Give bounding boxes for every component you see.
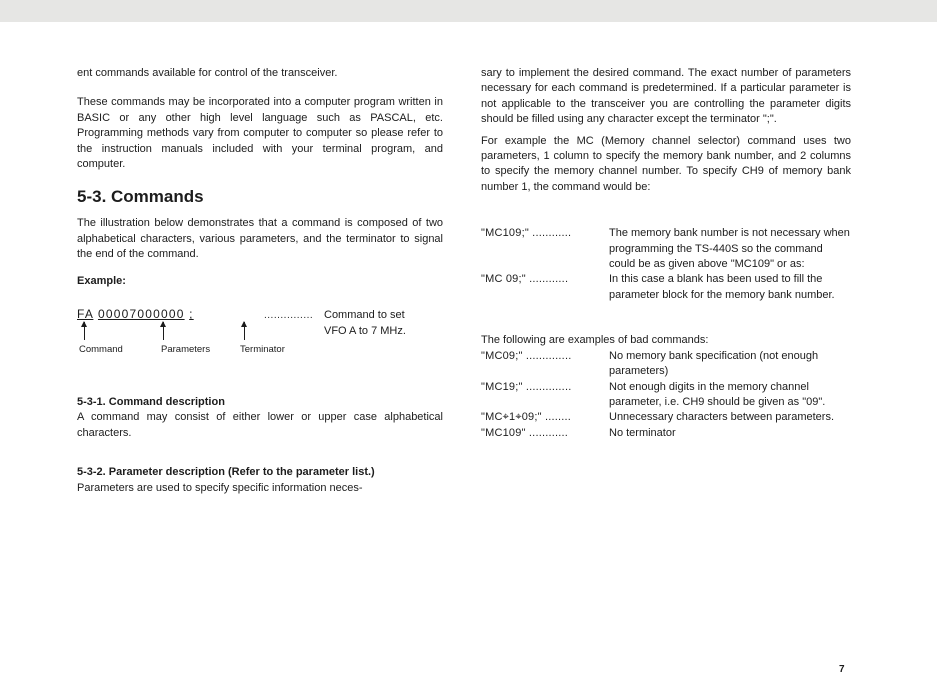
command-diagram [77, 307, 443, 379]
example-explanation: In this case a blank has been used to fill the parameter block for the memory bank number. [609, 273, 835, 301]
manual-page [0, 22, 937, 687]
bad-examples [481, 349, 851, 441]
example-label: Example: [77, 274, 126, 287]
command-description-text: A command may consist of either lower or upper case alphabetical characters. [77, 411, 443, 439]
good-examples [481, 226, 851, 303]
page-number: 7 [839, 664, 845, 675]
left-column [77, 66, 443, 496]
parameter-description-text: Parameters are used to specify specific information neces- [77, 481, 363, 494]
bad-example-row [481, 349, 851, 380]
bad-reason: Unnecessary characters between parameters. [609, 411, 834, 424]
programming-paragraph: These commands may be incorporated into a computer program written in BASIC or any other high level language such as PASCAL, etc. Programming methods vary from computer to computer so please refer to the instruction manuals included with your terminal program, and computer. [77, 96, 443, 171]
bad-reason: Not enough digits in the memory channel parameter, i.e. CH9 should be given as "09". [609, 380, 826, 408]
parameter-digits: 00007000000 [97, 307, 185, 322]
bad-command: "MC109" ............ [481, 426, 568, 439]
bad-example-row [481, 410, 851, 425]
note-line-1: Command to set [324, 309, 405, 322]
commands-intro: The illustration below demonstrates that a command is composed of two alphabetical characters, various parameters, and the terminator to signal the end of the command. [77, 217, 443, 261]
example-command: "MC109;" ............ [481, 227, 572, 240]
bad-reason: No terminator [609, 426, 676, 439]
section-title: 5-3. Commands [77, 187, 204, 207]
example-command: "MC 09;" ............ [481, 273, 569, 286]
mc-example-paragraph: For example the MC (Memory channel selector) command uses two parameters, 1 column to specify the memory bank number, and 2 columns to specify the memory channel number. To specify CH9 of memory bank number 1, the command would be: [481, 134, 851, 193]
subsection-command-description: 5-3-1. Command description [77, 396, 225, 409]
label-parameters: Parameters [161, 344, 211, 356]
example-command [77, 307, 194, 322]
bad-command: "MC09;" .............. [481, 349, 572, 362]
terminator-arrow-icon [244, 322, 245, 340]
note-line-2: VFO A to 7 MHz. [324, 325, 406, 338]
example-row [481, 272, 851, 303]
command-arrow-icon [84, 322, 85, 340]
bad-command: "MC19;" .............. [481, 380, 572, 393]
command-letters: FA [77, 307, 94, 322]
parameters-arrow-icon [163, 322, 164, 340]
intro-fragment: ent commands available for control of the transceiver. [77, 67, 338, 79]
bad-reason: No memory bank specification (not enough parameters) [609, 349, 819, 378]
parameters-continued: sary to implement the desired command. The exact number of parameters necessary for each command is predetermined. If a particular parameter is not applicable to the transceiver you are controlling the parameter digits should be filled using any character except the terminator ";". [481, 67, 851, 126]
example-note [324, 307, 406, 339]
leader-dots: ............... [264, 310, 314, 322]
example-row [481, 226, 851, 272]
example-explanation: The memory bank number is not necessary when programming the TS-440S so the command could be as given above "MC109" or as: [609, 227, 850, 271]
label-terminator: Terminator [240, 344, 285, 356]
bad-example-row [481, 380, 851, 411]
bad-command: "MC⌖1⌖09;" ........ [481, 411, 572, 424]
bad-example-row [481, 426, 851, 441]
label-command: Command [79, 344, 123, 356]
terminator-char: ; [189, 307, 194, 322]
bad-examples-intro: The following are examples of bad commands: [481, 334, 709, 347]
subsection-parameter-description: 5-3-2. Parameter description (Refer to the parameter list.) [77, 466, 375, 479]
right-column [481, 66, 851, 441]
